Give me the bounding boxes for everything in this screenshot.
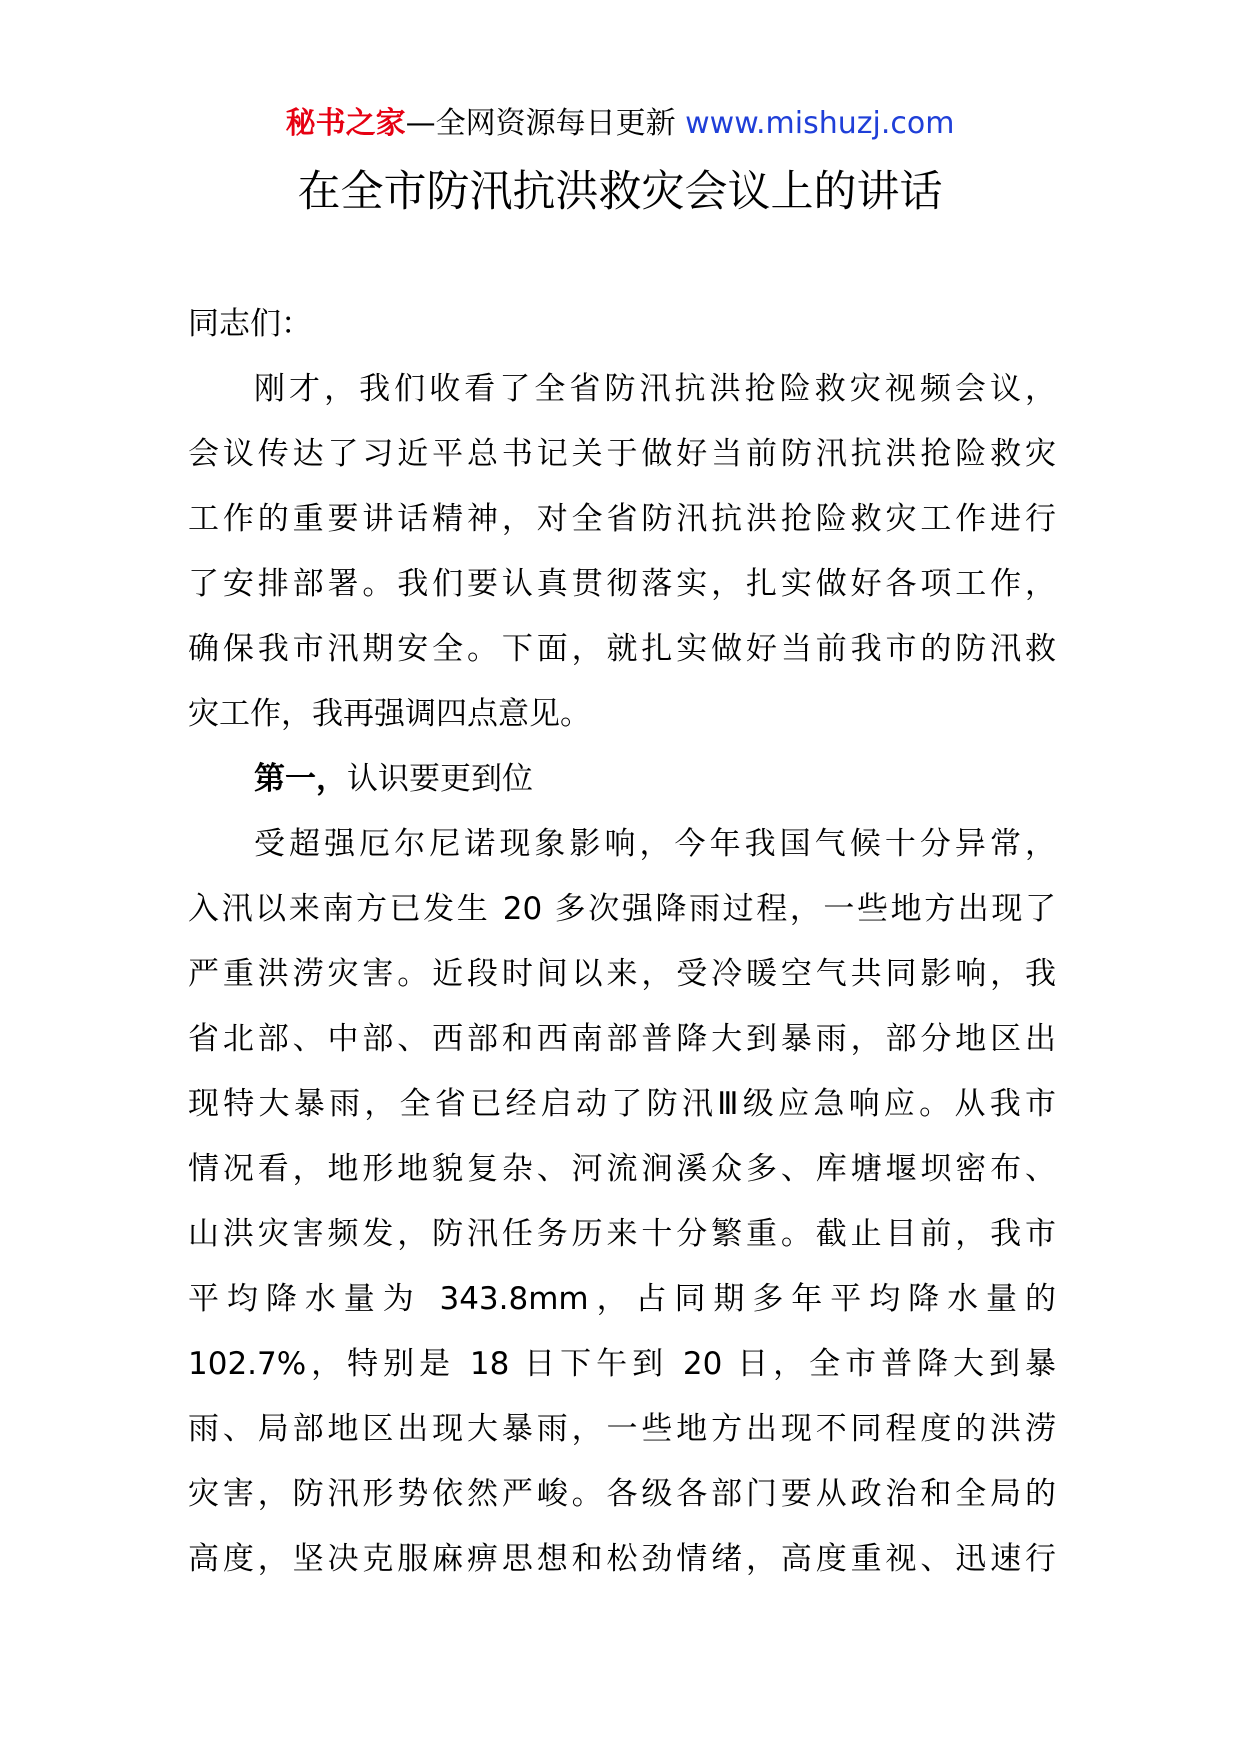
text-line: 现特大暴雨，全省已经启动了防汛Ⅲ级应急响应。从我市 [188, 1086, 1056, 1122]
text-line: 确保我市汛期安全。下面，就扎实做好当前我市的防汛救 [188, 631, 1056, 667]
document-title: 在全市防汛抗洪救灾会议上的讲话 [297, 167, 943, 217]
site-url-link[interactable]: www.mishuzj.com [685, 106, 955, 141]
site-brand: 秘书之家 [285, 106, 406, 141]
document-body [188, 292, 1056, 1592]
section-heading-lead: 第一， [254, 761, 347, 797]
text-line: 受超强厄尔尼诺现象影响，今年我国气候十分异常， [254, 826, 1056, 862]
text-line: 情况看，地形地貌复杂、河流涧溪众多、库塘堰坝密布、 [188, 1151, 1056, 1187]
text-line: 102.7%，特别是 18 日下午到 20 日，全市普降大到暴 [188, 1346, 1056, 1382]
text-line: 了安排部署。我们要认真贯彻落实，扎实做好各项工作， [188, 566, 1056, 602]
text-line: 省北部、中部、西部和西南部普降大到暴雨，部分地区出 [188, 1021, 1056, 1057]
paragraph-2 [188, 812, 1056, 1592]
text-line: 刚才，我们收看了全省防汛抗洪抢险救灾视频会议， [254, 371, 1056, 407]
salutation: 同志们： [188, 306, 312, 342]
text-line: 山洪灾害频发，防汛任务历来十分繁重。截止目前，我市 [188, 1216, 1056, 1252]
section-heading-text: 认识要更到位 [347, 761, 533, 797]
text-line: 严重洪涝灾害。近段时间以来，受冷暖空气共同影响，我 [188, 956, 1056, 992]
text-line: 工作的重要讲话精神，对全省防汛抗洪抢险救灾工作进行 [188, 501, 1056, 537]
text-line: 灾工作，我再强调四点意见。 [188, 696, 591, 732]
site-header [0, 100, 1240, 148]
text-line: 灾害，防汛形势依然严峻。各级各部门要从政治和全局的 [188, 1476, 1056, 1512]
section-heading-1 [188, 747, 1056, 812]
text-line: 雨、局部地区出现大暴雨，一些地方出现不同程度的洪涝 [188, 1411, 1056, 1447]
site-tagline: —全网资源每日更新 [405, 106, 686, 141]
text-line: 高度，坚决克服麻痹思想和松劲情绪，高度重视、迅速行 [188, 1541, 1056, 1577]
paragraph-1 [188, 357, 1056, 747]
text-line: 平均降水量为 343.8mm，占同期多年平均降水量的 [188, 1281, 1056, 1317]
text-line: 入汛以来南方已发生 20 多次强降雨过程，一些地方出现了 [188, 891, 1056, 927]
text-line: 会议传达了习近平总书记关于做好当前防汛抗洪抢险救灾 [188, 436, 1056, 472]
